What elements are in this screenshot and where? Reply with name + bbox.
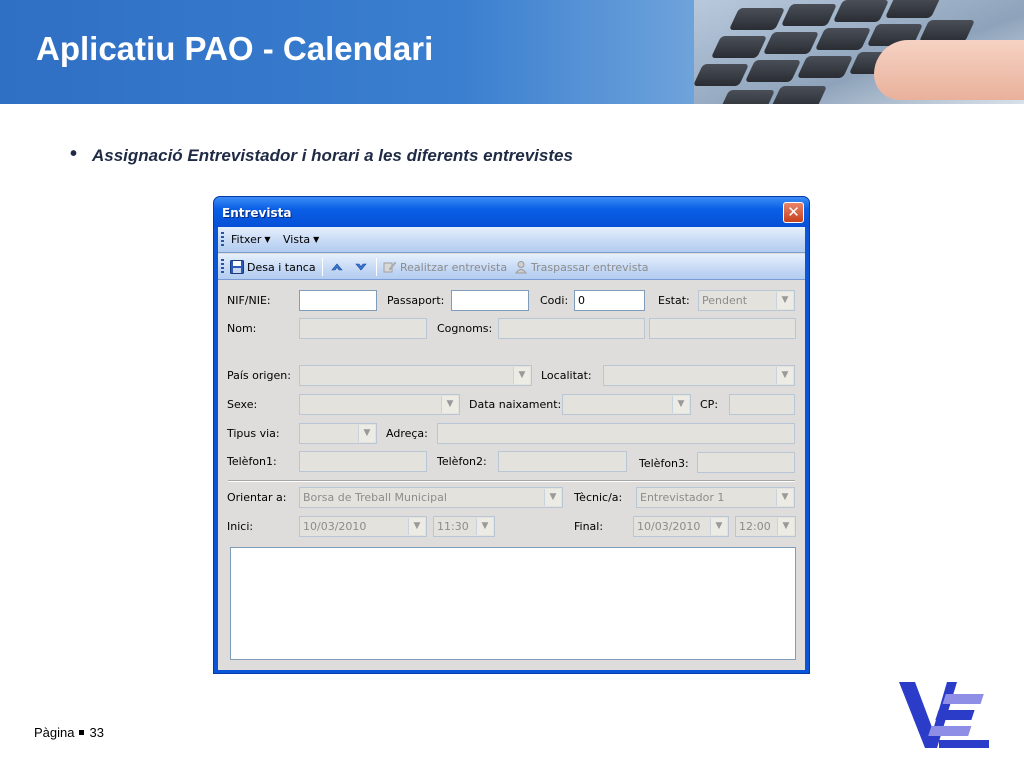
adreca-label: Adreça: <box>386 427 428 440</box>
tecnic-label: Tècnic/a: <box>574 491 623 504</box>
tipus-via-select[interactable] <box>299 423 377 444</box>
inici-time-value: 11:30 <box>437 520 469 533</box>
inici-date-value: 10/03/2010 <box>303 520 367 533</box>
next-button[interactable] <box>354 260 371 274</box>
chevron-down-icon[interactable]: ▼ <box>441 396 458 413</box>
interview-icon <box>383 260 397 274</box>
hand-photo <box>874 40 1024 100</box>
cognom2-input[interactable] <box>649 318 796 339</box>
menu-fitxer[interactable] <box>231 233 271 246</box>
telefon1-label: Telèfon1: <box>227 455 277 468</box>
toolbar-separator <box>376 258 377 276</box>
localitat-label: Localitat: <box>541 369 592 382</box>
chevron-down-icon[interactable]: ▼ <box>777 518 794 535</box>
previous-button[interactable] <box>330 260 347 274</box>
chevron-down-icon: ▼ <box>264 235 271 244</box>
cp-label: CP: <box>700 398 719 411</box>
traspassar-entrevista-button[interactable] <box>514 260 649 274</box>
inici-label: Inici: <box>227 520 254 533</box>
nom-input[interactable] <box>299 318 427 339</box>
save-icon <box>230 260 244 274</box>
chevron-down-icon[interactable]: ▼ <box>776 292 793 309</box>
arrow-down-icon <box>354 260 368 274</box>
tipus-via-label: Tipus via: <box>227 427 280 440</box>
bullet-label: Assignació Entrevistador i horari a les diferents entrevistes <box>92 146 573 165</box>
chevron-down-icon[interactable]: ▼ <box>776 367 793 384</box>
bullet-dot: • <box>70 143 78 165</box>
chevron-down-icon[interactable]: ▼ <box>776 489 793 506</box>
realitzar-label: Realitzar entrevista <box>400 261 508 274</box>
transfer-icon <box>514 260 528 274</box>
sexe-label: Sexe: <box>227 398 258 411</box>
slide-footer <box>34 725 104 740</box>
estat-label: Estat: <box>658 294 690 307</box>
telefon1-input[interactable] <box>299 451 427 472</box>
footer-label: Pàgina <box>34 725 75 740</box>
close-button[interactable]: ✕ <box>783 202 804 223</box>
arrow-up-icon <box>330 260 344 274</box>
save-close-label: Desa i tanca <box>247 261 316 274</box>
sexe-select[interactable] <box>299 394 460 415</box>
chevron-down-icon[interactable]: ▼ <box>672 396 689 413</box>
notes-textarea[interactable] <box>230 547 796 660</box>
telefon2-input[interactable] <box>498 451 627 472</box>
menu-vista-label: Vista <box>283 233 311 246</box>
slide-header <box>0 0 1024 104</box>
chevron-down-icon[interactable]: ▼ <box>544 489 561 506</box>
final-time-value: 12:00 <box>739 520 771 533</box>
chevron-down-icon[interactable]: ▼ <box>513 367 530 384</box>
window-client <box>218 227 805 670</box>
chevron-down-icon[interactable]: ▼ <box>358 425 375 442</box>
cognom1-input[interactable] <box>498 318 645 339</box>
realitzar-entrevista-button[interactable] <box>383 260 507 274</box>
data-naixement-picker[interactable] <box>562 394 691 415</box>
estat-value: Pendent <box>702 294 748 307</box>
tecnic-select[interactable] <box>636 487 795 508</box>
traspassar-label: Traspassar entrevista <box>531 261 649 274</box>
toolbar <box>218 254 805 280</box>
final-date-picker[interactable] <box>633 516 729 537</box>
chevron-down-icon[interactable]: ▼ <box>710 518 727 535</box>
ve-logo <box>893 678 995 752</box>
window-titlebar[interactable] <box>214 197 809 227</box>
telefon3-input[interactable] <box>697 452 795 473</box>
data-naixement-label: Data naixament: <box>469 398 562 411</box>
estat-select[interactable] <box>698 290 795 311</box>
keyboard-photo <box>694 0 1024 104</box>
tecnic-value: Entrevistador 1 <box>640 491 725 504</box>
nif-input[interactable] <box>299 290 377 311</box>
slide-title: Aplicatiu PAO - Calendari <box>36 30 434 67</box>
passaport-label: Passaport: <box>387 294 445 307</box>
pais-origen-label: País origen: <box>227 369 291 382</box>
entrevista-window <box>213 196 810 674</box>
final-time-select[interactable] <box>735 516 796 537</box>
codi-label: Codi: <box>540 294 569 307</box>
orientar-select[interactable] <box>299 487 563 508</box>
orientar-label: Orientar a: <box>227 491 287 504</box>
telefon2-label: Telèfon2: <box>437 455 487 468</box>
telefon3-label: Telèfon3: <box>639 457 689 470</box>
save-close-button[interactable] <box>230 260 316 274</box>
final-date-value: 10/03/2010 <box>637 520 701 533</box>
adreca-input[interactable] <box>437 423 795 444</box>
footer-square-icon <box>79 730 84 735</box>
window-title: Entrevista <box>222 206 292 220</box>
menu-bar <box>218 227 805 253</box>
pais-origen-select[interactable] <box>299 365 532 386</box>
final-label: Final: <box>574 520 604 533</box>
nom-label: Nom: <box>227 322 257 335</box>
localitat-select[interactable] <box>603 365 795 386</box>
inici-time-select[interactable] <box>433 516 495 537</box>
chevron-down-icon[interactable]: ▼ <box>476 518 493 535</box>
cp-input[interactable] <box>729 394 795 415</box>
toolbar-grip[interactable] <box>221 259 224 275</box>
chevron-down-icon: ▼ <box>313 235 320 244</box>
codi-input[interactable]: 0 <box>574 290 645 311</box>
chevron-down-icon[interactable]: ▼ <box>408 518 425 535</box>
passaport-input[interactable] <box>451 290 529 311</box>
menu-grip[interactable] <box>221 232 224 248</box>
bullet-text <box>70 143 573 166</box>
page-number: 33 <box>89 725 104 740</box>
menu-vista[interactable] <box>283 233 319 246</box>
nif-label: NIF/NIE: <box>227 294 271 307</box>
cognoms-label: Cognoms: <box>437 322 493 335</box>
section-divider <box>228 480 795 482</box>
toolbar-separator <box>322 258 323 276</box>
menu-fitxer-label: Fitxer <box>231 233 262 246</box>
orientar-value: Borsa de Treball Municipal <box>303 491 447 504</box>
inici-date-picker[interactable] <box>299 516 427 537</box>
